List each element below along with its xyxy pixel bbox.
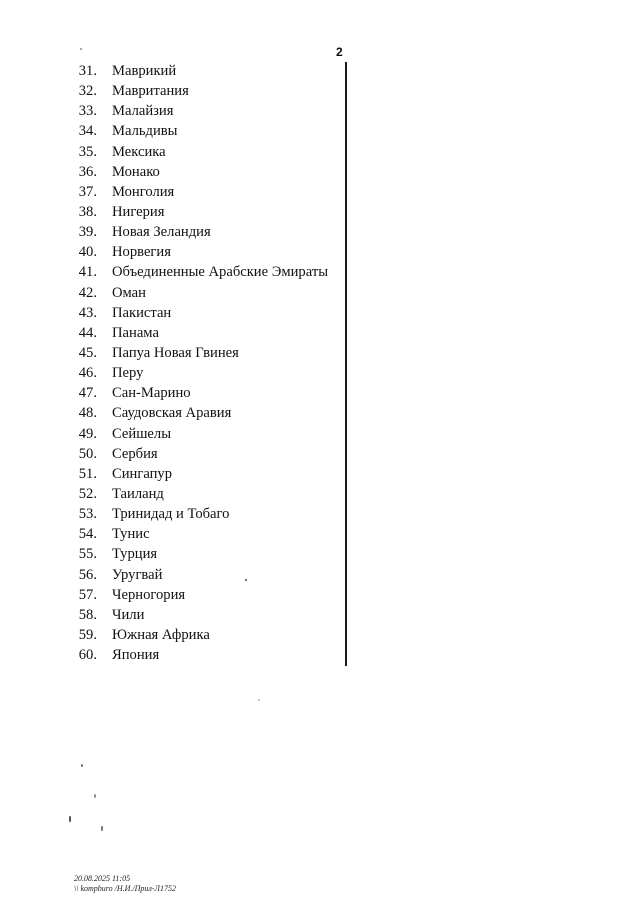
item-country-name: Нигерия <box>112 203 165 220</box>
footer-stamp <box>74 874 176 894</box>
scan-speck <box>245 579 247 581</box>
item-number: 53. <box>78 506 97 523</box>
item-number: 35. <box>78 143 97 160</box>
item-country-name: Папуа Новая Гвинея <box>112 344 239 361</box>
item-number: 32. <box>78 83 97 100</box>
item-country-name: Мавритания <box>112 83 189 100</box>
item-number: 39. <box>78 224 97 241</box>
scan-speck <box>258 699 260 701</box>
item-country-name: Япония <box>112 647 160 664</box>
item-country-name: Новая Зеландия <box>112 224 211 241</box>
item-number: 44. <box>78 324 97 341</box>
item-country-name: Сейшелы <box>112 425 172 442</box>
item-country-name: Уругвай <box>112 566 163 583</box>
item-country-name: Сингапур <box>112 465 173 482</box>
item-country-name: Черногория <box>112 586 186 603</box>
item-number: 57. <box>78 586 97 603</box>
list-item <box>0 101 345 121</box>
list-item <box>0 182 345 202</box>
item-country-name: Перу <box>112 365 144 382</box>
list-item <box>0 444 345 464</box>
item-number: 51. <box>78 465 97 482</box>
item-country-name: Оман <box>112 284 146 301</box>
item-country-name: Пакистан <box>112 304 172 321</box>
scan-speck <box>101 826 103 831</box>
item-number: 33. <box>78 103 97 120</box>
scan-speck <box>80 48 82 50</box>
footer-path: \\ kompburo /Н.И./Прил-Л1752 <box>74 884 176 893</box>
item-number: 38. <box>78 203 97 220</box>
country-list <box>0 61 345 665</box>
list-item <box>0 242 345 262</box>
list-item <box>0 343 345 363</box>
item-country-name: Сербия <box>112 445 158 462</box>
list-item <box>0 625 345 645</box>
footer-date: 20.08.2025 11:05 <box>74 874 131 883</box>
item-number: 60. <box>78 647 97 664</box>
list-item <box>0 585 345 605</box>
list-item <box>0 383 345 403</box>
item-number: 58. <box>78 606 97 623</box>
item-country-name: Таиланд <box>112 485 164 502</box>
item-number: 48. <box>78 405 97 422</box>
item-number: 59. <box>78 626 97 643</box>
item-country-name: Южная Африка <box>112 626 210 643</box>
item-country-name: Чили <box>112 606 145 623</box>
item-number: 54. <box>78 526 97 543</box>
list-item <box>0 504 345 524</box>
item-country-name: Объединенные Арабские Эмираты <box>112 264 329 281</box>
list-item <box>0 605 345 625</box>
item-country-name: Тунис <box>112 526 150 543</box>
scan-speck <box>94 794 96 798</box>
item-country-name: Саудовская Аравия <box>112 405 232 422</box>
item-country-name: Монголия <box>112 183 175 200</box>
item-number: 34. <box>78 123 97 140</box>
item-number: 45. <box>78 344 97 361</box>
item-number: 46. <box>78 365 97 382</box>
item-number: 31. <box>78 63 97 79</box>
list-item <box>0 142 345 162</box>
list-item <box>0 363 345 383</box>
list-item <box>0 283 345 303</box>
list-item <box>0 424 345 444</box>
list-item <box>0 645 345 665</box>
list-item <box>0 162 345 182</box>
item-country-name: Мексика <box>112 143 166 160</box>
list-item <box>0 81 345 101</box>
list-item <box>0 222 345 242</box>
item-number: 47. <box>78 385 97 402</box>
list-item <box>0 323 345 343</box>
item-country-name: Сан-Марино <box>112 385 191 402</box>
list-item <box>0 202 345 222</box>
item-number: 41. <box>78 264 97 281</box>
list-item <box>0 484 345 504</box>
item-number: 55. <box>78 546 97 563</box>
margin-line <box>345 62 347 666</box>
item-number: 50. <box>78 445 97 462</box>
item-country-name: Норвегия <box>112 244 171 261</box>
list-item <box>0 403 345 423</box>
item-number: 56. <box>78 566 97 583</box>
list-item <box>0 303 345 323</box>
list-item <box>0 524 345 544</box>
item-country-name: Монако <box>112 163 160 180</box>
list-item <box>0 544 345 564</box>
item-country-name: Тринидад и Тобаго <box>112 506 230 523</box>
item-country-name: Турция <box>112 546 158 563</box>
item-number: 43. <box>78 304 97 321</box>
scan-speck <box>81 764 83 767</box>
list-item <box>0 262 345 282</box>
item-country-name: Панама <box>112 324 159 341</box>
item-number: 40. <box>78 244 97 261</box>
item-number: 52. <box>78 485 97 502</box>
list-item <box>0 121 345 141</box>
page-number: 2 <box>336 45 343 59</box>
item-country-name: Малайзия <box>112 103 174 120</box>
list-item <box>0 565 345 585</box>
scan-speck <box>69 816 71 822</box>
item-number: 36. <box>78 163 97 180</box>
item-country-name: Маврикий <box>112 63 177 79</box>
item-number: 49. <box>78 425 97 442</box>
list-item <box>0 464 345 484</box>
item-number: 37. <box>78 183 97 200</box>
list-item <box>0 61 345 81</box>
item-country-name: Мальдивы <box>112 123 178 140</box>
item-number: 42. <box>78 284 97 301</box>
